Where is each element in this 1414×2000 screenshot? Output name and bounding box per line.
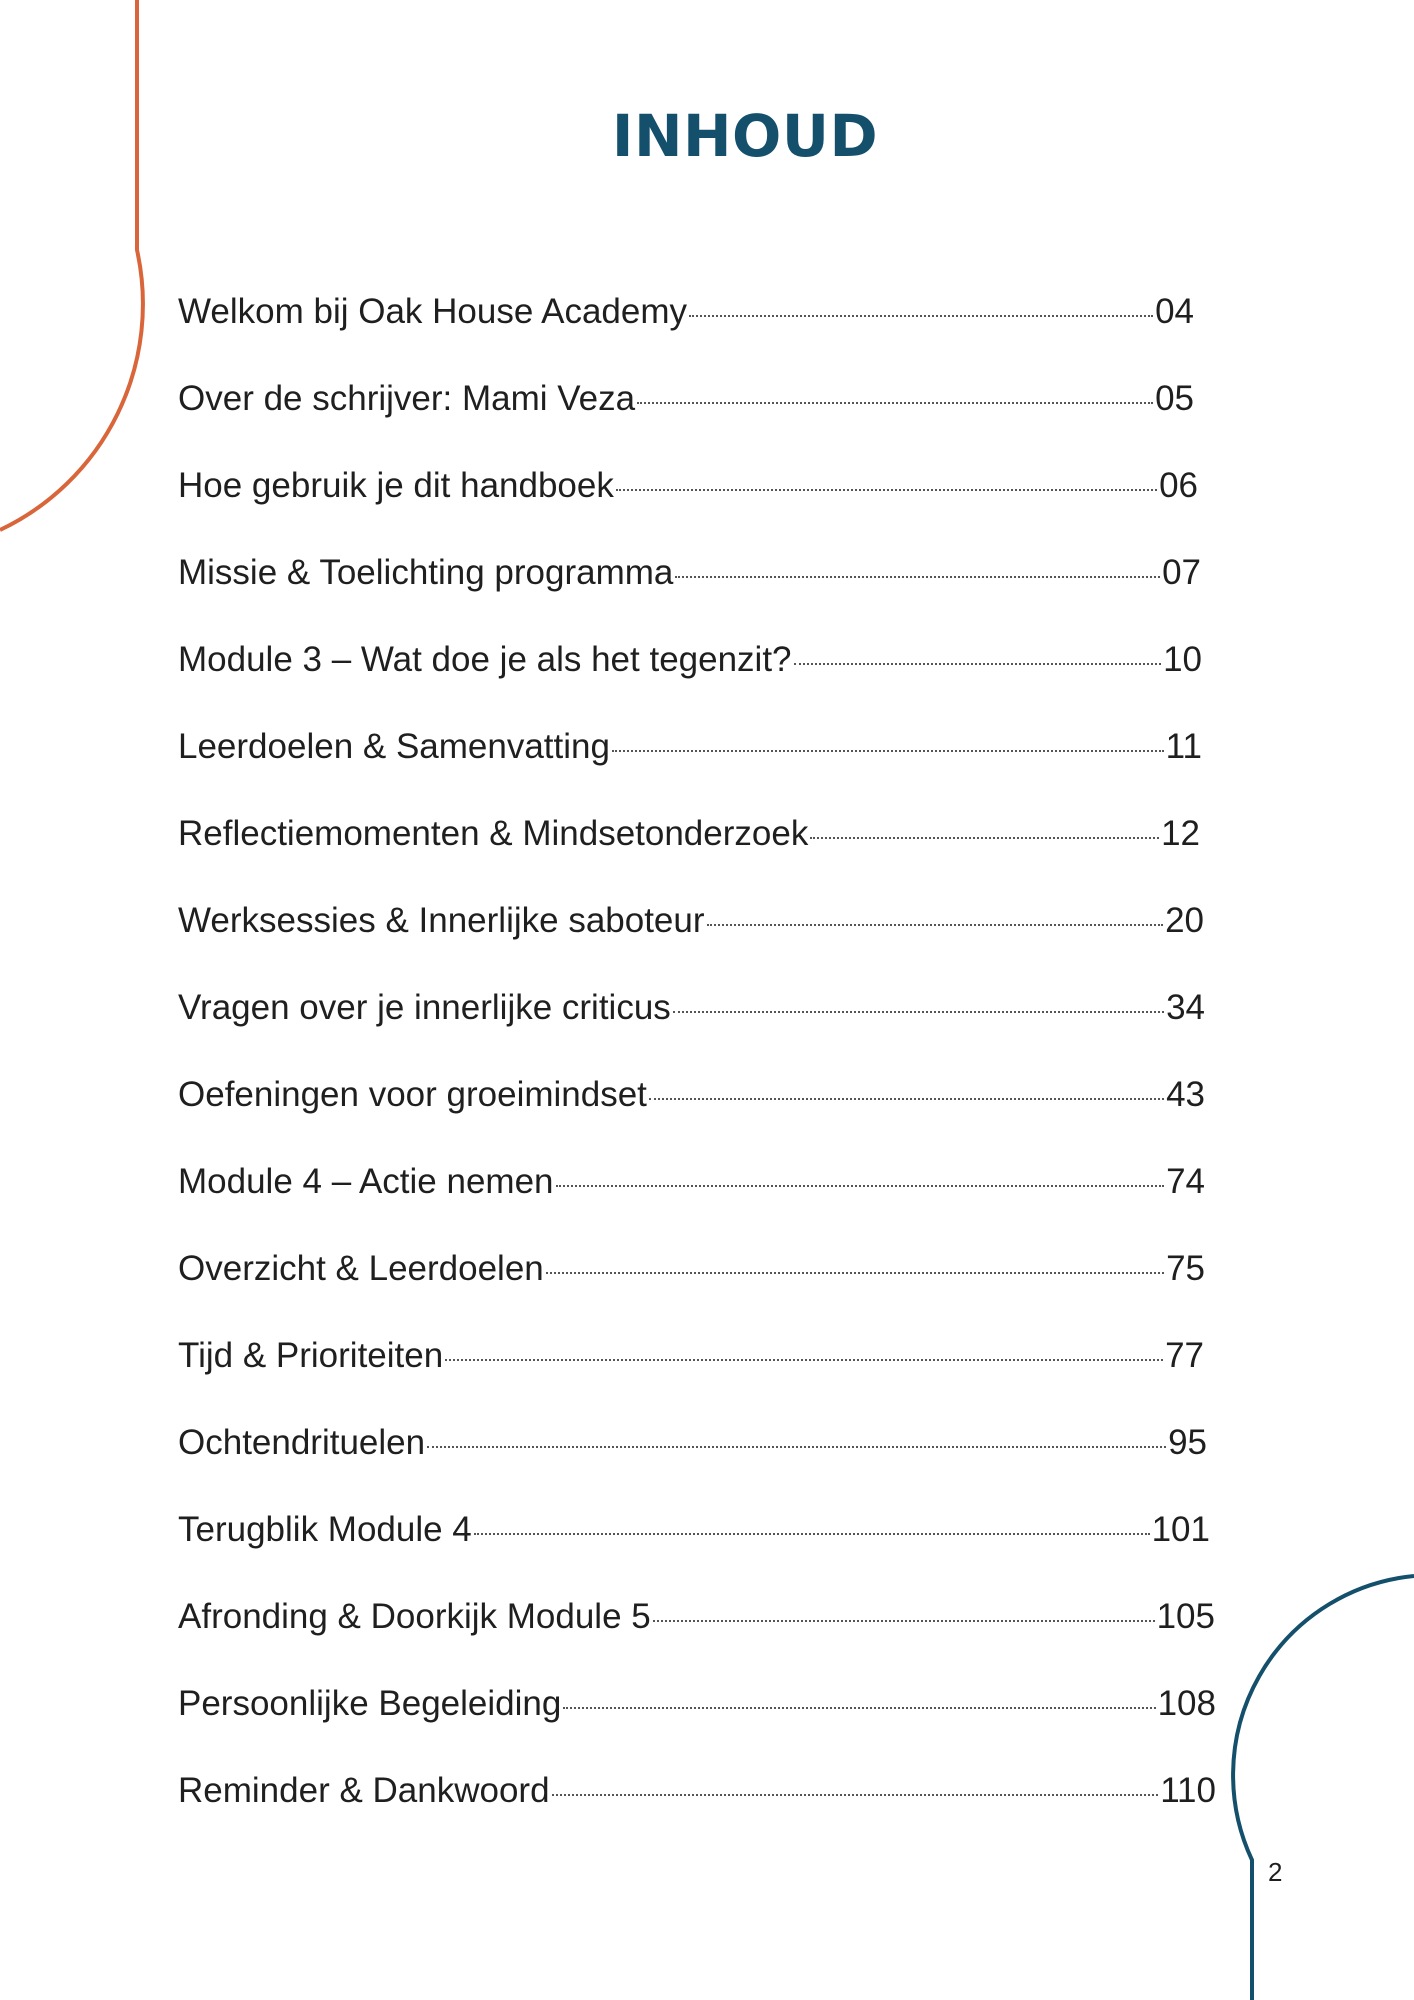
toc-dot-leader [563, 1707, 1155, 1709]
toc-item[interactable] [178, 553, 1201, 603]
toc-item[interactable] [178, 1162, 1205, 1212]
page-title: INHOUD [611, 102, 879, 170]
blue-corner-arc [1233, 1576, 1414, 2000]
toc-item-label: Module 4 – Actie nemen [178, 1162, 554, 1201]
toc-item-page: 12 [1161, 814, 1200, 853]
toc-item-label: Terugblik Module 4 [178, 1510, 472, 1549]
toc-item[interactable] [178, 1771, 1216, 1821]
toc-item-label: Werksessies & Innerlijke saboteur [178, 901, 705, 940]
toc-item-label: Overzicht & Leerdoelen [178, 1249, 544, 1288]
toc-item-label: Ochtendrituelen [178, 1423, 426, 1462]
toc-item[interactable] [178, 640, 1202, 690]
toc-item[interactable] [178, 379, 1194, 429]
toc-dot-leader [427, 1446, 1166, 1448]
toc-dot-leader [649, 1098, 1164, 1100]
toc-dot-leader [810, 837, 1159, 839]
toc-item-page: 05 [1155, 379, 1194, 418]
toc-dot-leader [689, 315, 1153, 317]
toc-item[interactable] [178, 901, 1204, 951]
toc-dot-leader [556, 1185, 1165, 1187]
toc-item-label: Welkom bij Oak House Academy [178, 292, 688, 331]
toc-dot-leader [445, 1359, 1163, 1361]
toc-item-page: 04 [1155, 292, 1194, 331]
toc-item-label: Tijd & Prioriteiten [178, 1336, 444, 1375]
toc-item-page: 75 [1166, 1249, 1205, 1288]
toc-item-label: Hoe gebruik je dit handboek [178, 466, 614, 505]
toc-item[interactable] [178, 1249, 1205, 1299]
orange-corner-arc [0, 0, 143, 530]
toc-item-page: 11 [1165, 727, 1202, 766]
toc-item-page: 43 [1166, 1075, 1205, 1114]
toc-item-page: 20 [1165, 901, 1204, 940]
toc-item-label: Module 3 – Wat doe je als het tegenzit? [178, 640, 792, 679]
toc-item-page: 10 [1163, 640, 1202, 679]
toc-item[interactable] [178, 1597, 1215, 1647]
toc-dot-leader [675, 576, 1160, 578]
toc-item[interactable] [178, 1684, 1216, 1734]
page-number: 2 [1268, 1857, 1283, 1887]
toc-dot-leader [552, 1794, 1159, 1796]
toc-dot-leader [707, 924, 1164, 926]
toc-item[interactable] [178, 1336, 1204, 1386]
toc-item-page: 95 [1168, 1423, 1207, 1462]
toc-item-page: 06 [1159, 466, 1198, 505]
toc-item-label: Over de schrijver: Mami Veza [178, 379, 636, 418]
toc-item[interactable] [178, 727, 1202, 777]
toc-dot-leader [616, 489, 1157, 491]
toc-item-page: 108 [1157, 1684, 1216, 1723]
toc-item[interactable] [178, 466, 1198, 516]
toc-item-page: 101 [1151, 1510, 1210, 1549]
toc-item[interactable] [178, 1510, 1210, 1560]
toc-item-label: Reflectiemomenten & Mindsetonderzoek [178, 814, 809, 853]
toc-item-label: Persoonlijke Begeleiding [178, 1684, 562, 1723]
toc-item-page: 77 [1165, 1336, 1204, 1375]
toc-item[interactable] [178, 988, 1205, 1038]
toc-item-page: 110 [1160, 1771, 1216, 1810]
toc-dot-leader [612, 750, 1164, 752]
toc-item[interactable] [178, 814, 1200, 864]
toc-dot-leader [474, 1533, 1150, 1535]
toc-item-label: Reminder & Dankwoord [178, 1771, 550, 1810]
toc-item-label: Afronding & Doorkijk Module 5 [178, 1597, 651, 1636]
toc-item[interactable] [178, 292, 1194, 342]
toc-dot-leader [546, 1272, 1164, 1274]
toc-item-page: 74 [1166, 1162, 1205, 1201]
toc-item-page: 34 [1166, 988, 1205, 1027]
toc-dot-leader [794, 663, 1162, 665]
toc-item-label: Oefeningen voor groeimindset [178, 1075, 647, 1114]
toc-item[interactable] [178, 1423, 1207, 1473]
toc-dot-leader [653, 1620, 1155, 1622]
toc-dot-leader [637, 402, 1153, 404]
toc-item-label: Missie & Toelichting programma [178, 553, 674, 592]
toc-item-label: Vragen over je innerlijke criticus [178, 988, 671, 1027]
toc-item-label: Leerdoelen & Samenvatting [178, 727, 610, 766]
toc-dot-leader [673, 1011, 1164, 1013]
toc-item-page: 07 [1162, 553, 1201, 592]
toc-item-page: 105 [1156, 1597, 1215, 1636]
toc-item[interactable] [178, 1075, 1205, 1125]
